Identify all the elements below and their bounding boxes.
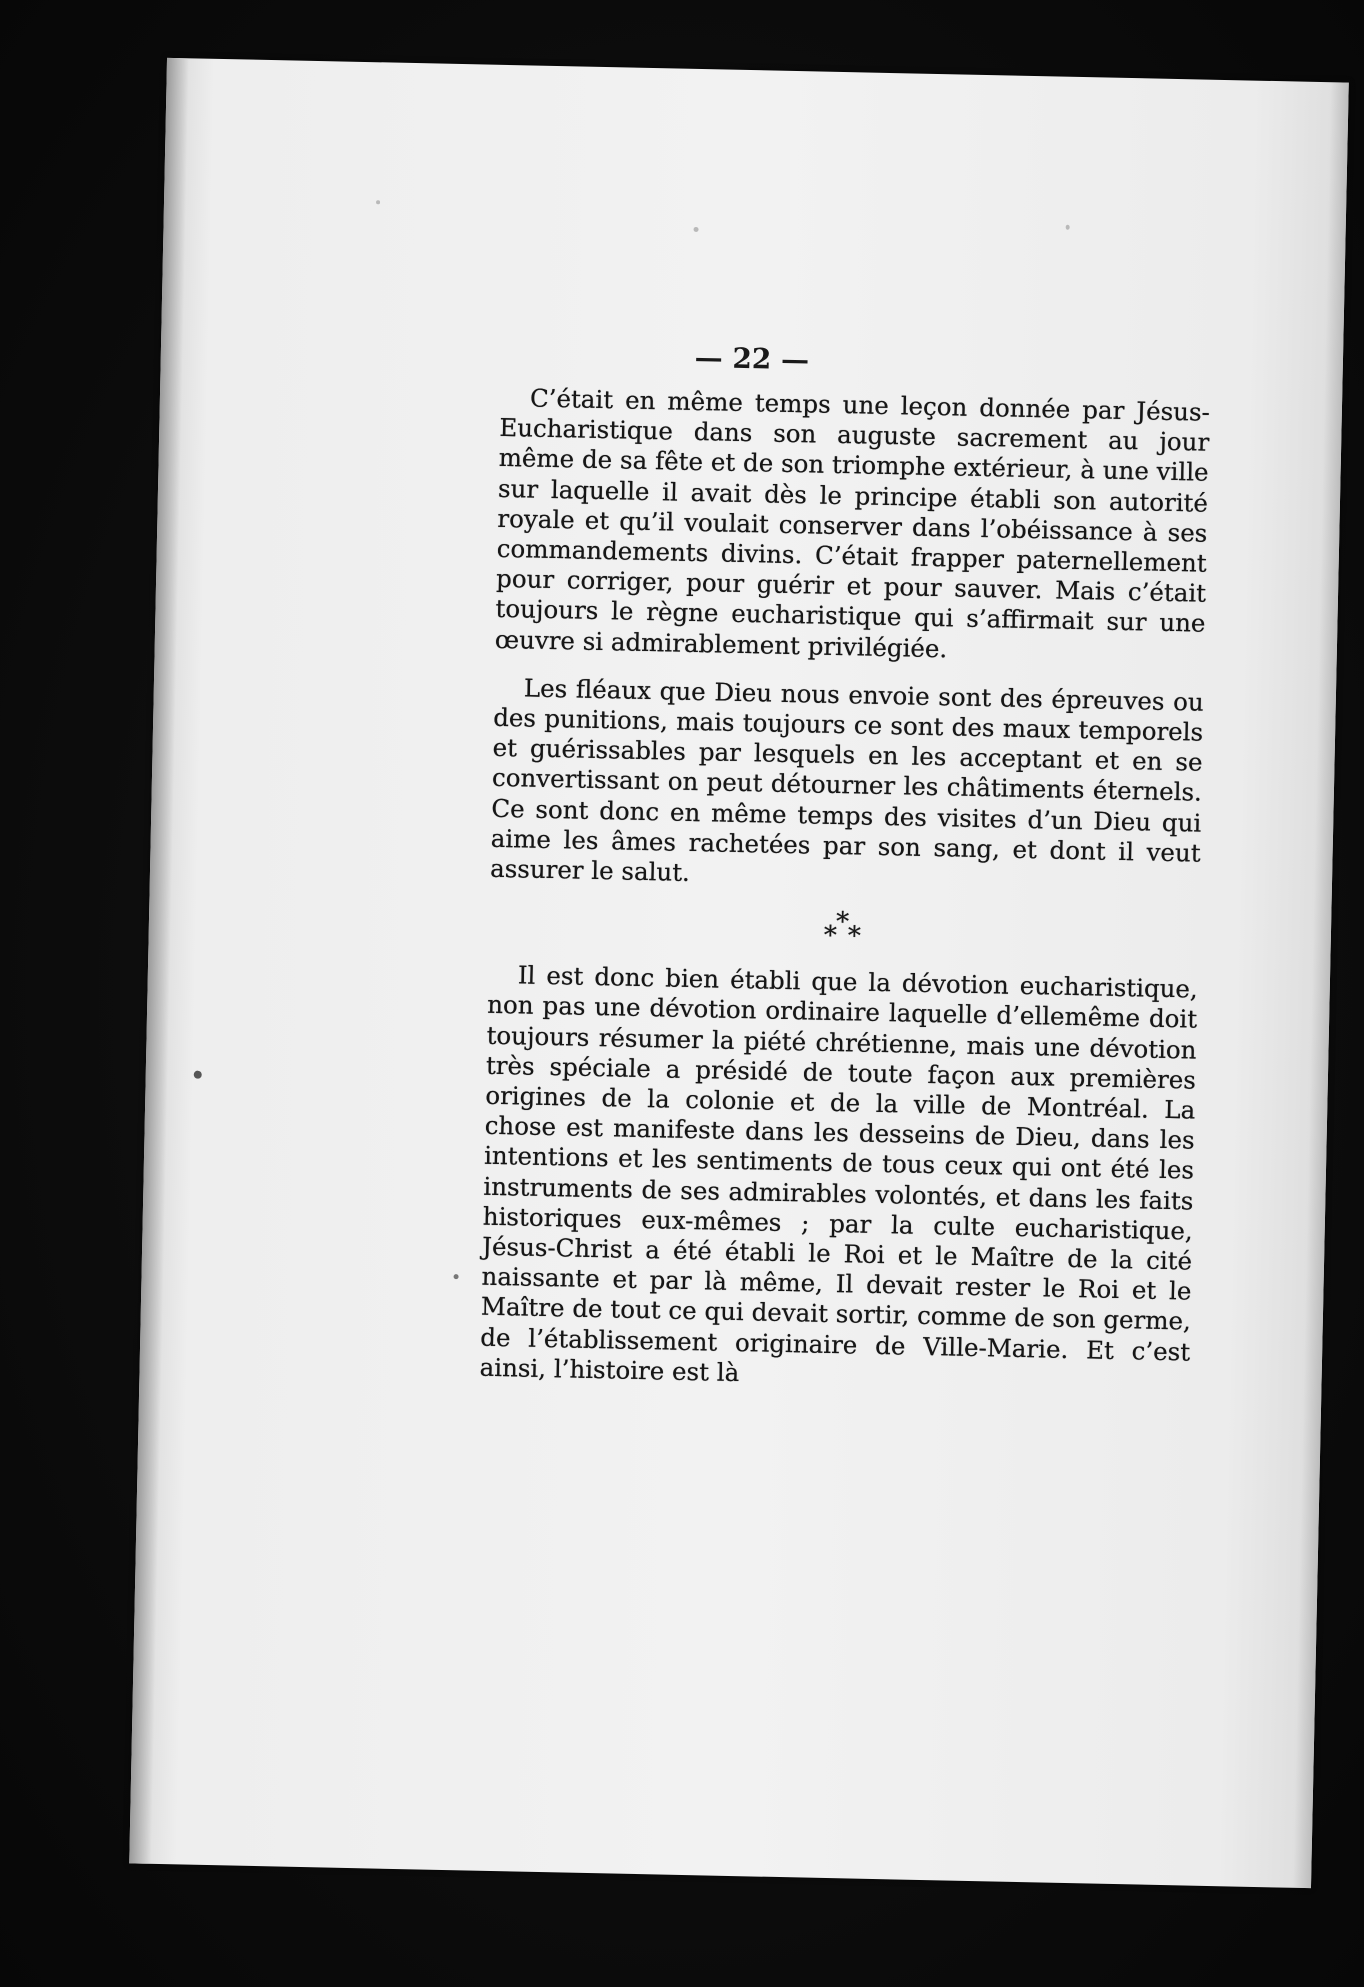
paragraph-3: Il est donc bien établi que la dévotion eucharistique, non pas une dévotion ordinaire laquelle d’ellemême doit toujours résumer la piété chrétienne, mais une dévotion très spéciale a présidé de toute façon aux premières origines de la colonie et de la ville de Montréal. La chose est manifeste dans les desseins de Dieu, dans les intentions et les sentiments de tous ceux qui ont été les instruments de ses admirables volontés, et dans les faits historiques eux-mêmes ; par la culte eucharistique, Jésus-Christ a été établi le Roi et le Maître de la cité naissante et par là même, Il devait rester le Roi et le Maître de tout ce qui devait sortir, comme de son germe, de l’établissement originaire de Ville-Marie. Et c’est ainsi, l’histoire est là (479, 960, 1199, 1387)
asterism-star: * (847, 921, 862, 952)
paper-speck (376, 200, 380, 204)
paper-speck (694, 227, 699, 232)
paper-speck (1066, 225, 1070, 230)
paragraph-2: Les fléaux que Dieu nous envoie sont des épreuves ou des punitions, mais toujours ce sont des maux temporels et guérissables par lesquels en les acceptant et en se convertissant on peut détourner les châtiments éternels. Ce sont donc en même temps des visites d’un Dieu qui aime les âmes rachetées par son sang, et dont il veut assurer le salut. (489, 673, 1205, 887)
asterism-star: * (823, 921, 838, 952)
asterism-star: * (835, 907, 850, 938)
book-page (129, 58, 1349, 1888)
body-text (479, 383, 1210, 1398)
asterism-divider (489, 904, 1200, 959)
paragraph-1: C’était en même temps une leçon donnée par Jésus-Eucharistique dans son auguste sacrement au jour même de sa fête et de son triomphe extérieur, à une ville sur laquelle il avait dès le principe établi son autorité royale et qu’il voulait conserver dans l’obéissance à ses commandements divins. C’était frapper paternellement pour corriger, pour guérir et pour sauver. Mais c’était toujours le règne eucharistique qui s’affirmait sur une œuvre si admirablement privilégiée. (494, 383, 1211, 663)
page-number: — 22 — (694, 340, 810, 377)
paper-speck (194, 1071, 202, 1079)
paper-speck (454, 1274, 459, 1279)
